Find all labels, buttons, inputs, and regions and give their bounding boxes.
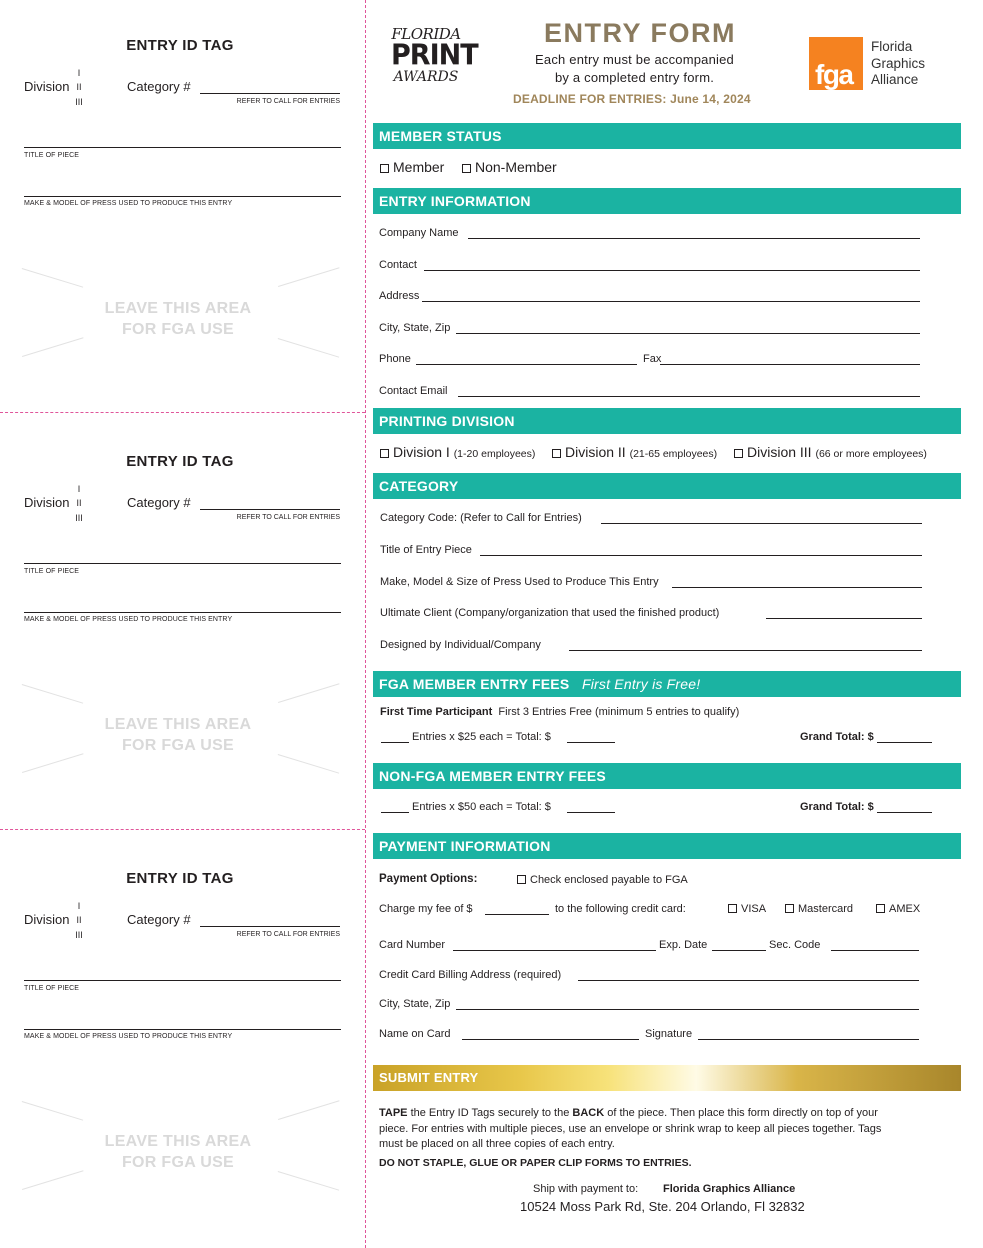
first-time-label: First Time Participant: [380, 706, 493, 718]
category-heading: CATEGORY: [373, 473, 961, 499]
payment-information-heading: PAYMENT INFORMATION: [373, 833, 961, 859]
ship-label: Ship with payment to:: [533, 1183, 639, 1195]
fga-area-mark: [278, 267, 339, 287]
exp-date-label: Exp. Date: [659, 939, 708, 951]
member-checkbox[interactable]: [380, 164, 389, 173]
division-1-label: Division I: [393, 444, 450, 460]
contact-field[interactable]: [424, 270, 920, 271]
fga-area-mark: [278, 338, 339, 358]
florida-print-awards-logo: [391, 25, 478, 102]
member-option[interactable]: [380, 159, 444, 175]
phone-label: Phone: [379, 353, 411, 365]
amex-label: AMEX: [889, 903, 921, 915]
amex-option[interactable]: [876, 903, 920, 915]
payment-options-label: Payment Options:: [379, 873, 478, 885]
address-field[interactable]: [422, 301, 920, 302]
press-field[interactable]: [24, 612, 341, 613]
fga-area-mark: [22, 268, 83, 288]
division-numeral-3[interactable]: III: [75, 930, 83, 940]
division-label: Division: [24, 495, 70, 510]
division-2-note: (21-65 employees): [629, 448, 718, 460]
non-fga-total-field[interactable]: [567, 812, 615, 813]
fga-area-mark: [22, 753, 83, 773]
charge-amount-field[interactable]: [485, 914, 549, 915]
member-status-heading: MEMBER STATUS: [373, 123, 961, 149]
fga-area-mark: [22, 1101, 83, 1121]
mastercard-label: Mastercard: [798, 903, 854, 915]
check-enclosed-checkbox[interactable]: [517, 875, 526, 884]
category-field[interactable]: [200, 926, 340, 927]
name-on-card-label: Name on Card: [379, 1028, 451, 1040]
non-member-option-label: Non-Member: [475, 159, 557, 175]
refer-note: REFER TO CALL FOR ENTRIES: [236, 514, 340, 521]
press-field[interactable]: [24, 1029, 341, 1030]
company-name-label: Company Name: [379, 227, 459, 239]
fga-use-area-line2: FOR FGA USE: [121, 737, 235, 754]
fga-entries-count-field[interactable]: [381, 742, 409, 743]
amex-checkbox[interactable]: [876, 904, 885, 913]
division-numeral-1[interactable]: I: [77, 68, 81, 78]
title-of-piece-field[interactable]: [24, 563, 341, 564]
back-keyword: BACK: [572, 1107, 605, 1119]
division-3-note: (66 or more employees): [815, 448, 927, 460]
division-3-option[interactable]: [734, 444, 927, 460]
sec-code-field[interactable]: [831, 950, 919, 951]
charge-fee-label: Charge my fee of $: [379, 903, 473, 915]
category-label: Category #: [127, 79, 191, 94]
division-3-label: Division III: [747, 444, 812, 460]
first-time-text: First 3 Entries Free (minimum 5 entries to qualify): [498, 706, 740, 718]
fga-name-line1: Florida: [871, 39, 913, 54]
submit-text-1: the Entry ID Tags securely to the: [407, 1107, 573, 1119]
category-label: Category #: [127, 912, 191, 927]
press-info-label: Make, Model & Size of Press Used to Produce This Entry: [380, 576, 659, 588]
contact-email-label: Contact Email: [379, 385, 448, 397]
division-numeral-1[interactable]: I: [77, 484, 81, 494]
fga-member-fees-heading: [373, 671, 961, 697]
perforation-vertical: [365, 0, 366, 1248]
division-3-checkbox[interactable]: [734, 449, 743, 458]
fga-use-area-line1: LEAVE THIS AREA: [104, 716, 252, 733]
press-label: MAKE & MODEL OF PRESS USED TO PRODUCE THIS ENTRY: [24, 200, 233, 207]
mastercard-checkbox[interactable]: [785, 904, 794, 913]
credit-card-label: to the following credit card:: [555, 903, 686, 915]
title-of-piece-label: TITLE OF PIECE: [24, 568, 80, 575]
fga-grand-total-label: Grand Total: $: [800, 731, 874, 743]
division-2-label: Division II: [565, 444, 626, 460]
division-1-checkbox[interactable]: [380, 449, 389, 458]
division-2-checkbox[interactable]: [552, 449, 561, 458]
fga-area-mark: [278, 754, 339, 774]
visa-option[interactable]: [728, 903, 766, 915]
press-label: MAKE & MODEL OF PRESS USED TO PRODUCE THIS ENTRY: [24, 1033, 233, 1040]
fax-field[interactable]: [660, 364, 920, 365]
division-1-note: (1-20 employees): [453, 448, 536, 460]
refer-note: REFER TO CALL FOR ENTRIES: [236, 931, 340, 938]
fga-area-mark: [278, 683, 339, 703]
division-numeral-2[interactable]: II: [76, 498, 82, 508]
tag-title: ENTRY ID TAG: [126, 870, 234, 887]
press-info-field[interactable]: [672, 587, 922, 588]
fga-use-area-line2: FOR FGA USE: [121, 321, 235, 338]
fga-name-line2: Graphics: [871, 55, 926, 71]
billing-city-label: City, State, Zip: [379, 998, 451, 1010]
designed-by-label: Designed by Individual/Company: [380, 639, 541, 651]
title-of-piece-label: TITLE OF PIECE: [24, 152, 80, 159]
division-numeral-3[interactable]: III: [75, 513, 83, 523]
form-subtitle-line2: by a completed entry form.: [554, 70, 715, 85]
billing-address-label: Credit Card Billing Address (required): [379, 969, 562, 981]
fga-use-area-line2: FOR FGA USE: [121, 1154, 235, 1171]
fga-logo-mark: fga: [815, 59, 853, 90]
submit-instructions: [379, 1106, 899, 1153]
name-on-card-field[interactable]: [462, 1039, 639, 1040]
category-label: Category #: [127, 495, 191, 510]
card-number-field[interactable]: [453, 950, 656, 951]
visa-label: VISA: [741, 903, 767, 915]
fga-fees-note: First Entry is Free!: [582, 676, 701, 692]
submit-entry-heading: SUBMIT ENTRY: [373, 1065, 961, 1091]
phone-field[interactable]: [416, 364, 637, 365]
form-subtitle-line1: Each entry must be accompanied: [535, 52, 734, 67]
fga-fees-heading-text: FGA MEMBER ENTRY FEES: [379, 676, 570, 692]
title-of-piece-label: TITLE OF PIECE: [24, 985, 80, 992]
division-1-option[interactable]: [380, 444, 535, 460]
signature-field[interactable]: [698, 1039, 919, 1040]
tape-keyword: TAPE: [379, 1107, 408, 1119]
visa-checkbox[interactable]: [728, 904, 737, 913]
billing-city-field[interactable]: [456, 1009, 919, 1010]
fga-grand-total-field[interactable]: [877, 742, 932, 743]
address-label: Address: [379, 290, 420, 302]
non-member-option[interactable]: [462, 159, 557, 175]
refer-note: REFER TO CALL FOR ENTRIES: [236, 98, 340, 105]
non-fga-entries-label: Entries x $50 each = Total: $: [412, 801, 551, 813]
division-numeral-3[interactable]: III: [75, 97, 83, 107]
ultimate-client-field[interactable]: [766, 618, 922, 619]
check-enclosed-label: Check enclosed payable to FGA: [530, 874, 688, 886]
category-field[interactable]: [200, 93, 340, 94]
press-label: MAKE & MODEL OF PRESS USED TO PRODUCE THIS ENTRY: [24, 616, 233, 623]
non-fga-grand-total-label: Grand Total: $: [800, 801, 874, 813]
entry-information-heading: ENTRY INFORMATION: [373, 188, 961, 214]
fga-area-mark: [278, 1100, 339, 1120]
tag-title: ENTRY ID TAG: [126, 453, 234, 470]
title-of-piece-field[interactable]: [24, 147, 341, 148]
sec-code-label: Sec. Code: [769, 939, 821, 951]
entry-id-tag: [0, 416, 365, 832]
division-label: Division: [24, 79, 70, 94]
division-numeral-1[interactable]: I: [77, 901, 81, 911]
fga-area-mark: [22, 1170, 83, 1190]
contact-email-field[interactable]: [458, 396, 920, 397]
division-label: Division: [24, 912, 70, 927]
logo-line2: PRINT: [391, 39, 478, 72]
no-staple-warning: DO NOT STAPLE, GLUE OR PAPER CLIP FORMS TO ENTRIES.: [379, 1157, 692, 1169]
non-fga-grand-total-field[interactable]: [877, 812, 932, 813]
fax-label: Fax: [643, 353, 662, 365]
division-numeral-2[interactable]: II: [76, 82, 82, 92]
city-state-zip-label: City, State, Zip: [379, 322, 451, 334]
fga-area-mark: [22, 337, 83, 357]
mastercard-option[interactable]: [785, 903, 853, 915]
fga-entries-label: Entries x $25 each = Total: $: [412, 731, 551, 743]
designed-by-field[interactable]: [569, 650, 922, 651]
title-of-piece-field[interactable]: [24, 980, 341, 981]
category-code-label: Category Code: (Refer to Call for Entries): [380, 512, 582, 524]
fga-use-area-line1: LEAVE THIS AREA: [104, 1133, 252, 1150]
contact-label: Contact: [379, 259, 417, 271]
city-state-zip-field[interactable]: [456, 333, 920, 334]
division-2-option[interactable]: [552, 444, 717, 460]
deadline: DEADLINE FOR ENTRIES: June 14, 2024: [513, 92, 751, 106]
entry-id-tag: [0, 0, 365, 416]
press-field[interactable]: [24, 196, 341, 197]
ultimate-client-label: Ultimate Client (Company/organization that used the finished product): [380, 607, 720, 619]
fga-area-mark: [22, 684, 83, 704]
non-member-checkbox[interactable]: [462, 164, 471, 173]
title-of-entry-label: Title of Entry Piece: [380, 544, 472, 556]
ship-name: Florida Graphics Alliance: [663, 1183, 796, 1195]
printing-division-heading: PRINTING DIVISION: [373, 408, 961, 434]
fga-name-line3: Alliance: [871, 72, 919, 87]
card-number-label: Card Number: [379, 939, 446, 951]
signature-label: Signature: [645, 1028, 693, 1040]
logo-line3: AWARDS: [393, 69, 459, 85]
mailing-address: 10524 Moss Park Rd, Ste. 204 Orlando, Fl 32832: [520, 1199, 805, 1214]
tag-title: ENTRY ID TAG: [126, 37, 234, 54]
fga-logo-name: [871, 39, 925, 89]
member-option-label: Member: [393, 159, 445, 175]
billing-address-field[interactable]: [578, 980, 919, 981]
first-time-participant: [380, 706, 739, 718]
entry-id-tag: [0, 833, 365, 1248]
non-fga-entries-count-field[interactable]: [381, 812, 409, 813]
fga-area-mark: [278, 1171, 339, 1191]
fga-use-area-line1: LEAVE THIS AREA: [104, 300, 252, 317]
submit-text-2: of the piece. Then place this form directly on top of your piece. For entries with multiple pieces, use an envelope or shrink wrap to keep all pieces together. Tags must be placed on all three copies of each entry.: [379, 1107, 882, 1150]
exp-date-field[interactable]: [712, 950, 766, 951]
form-title: ENTRY FORM: [544, 18, 737, 48]
company-name-field[interactable]: [468, 238, 920, 239]
division-numeral-2[interactable]: II: [76, 915, 82, 925]
category-field[interactable]: [200, 509, 340, 510]
fga-total-field[interactable]: [567, 742, 615, 743]
category-code-field[interactable]: [601, 523, 922, 524]
logo-line1: FLORIDA: [391, 25, 461, 43]
non-fga-fees-heading: NON-FGA MEMBER ENTRY FEES: [373, 763, 961, 789]
fga-logo: [809, 37, 863, 90]
title-of-entry-field[interactable]: [480, 555, 922, 556]
check-enclosed-option[interactable]: [517, 874, 688, 886]
